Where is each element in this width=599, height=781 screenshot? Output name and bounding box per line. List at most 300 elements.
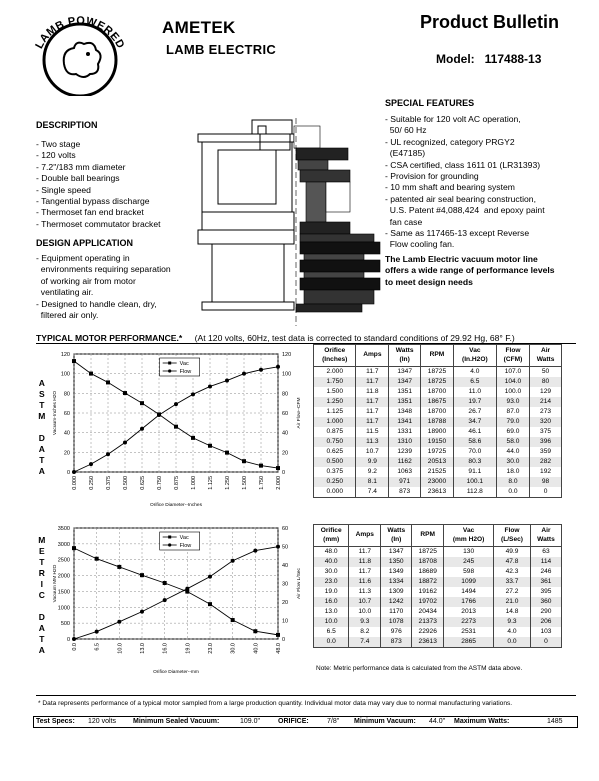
table-cell: 1099 xyxy=(444,577,494,587)
column-header-line: (mm H2O) xyxy=(452,535,485,543)
table-cell: 1.125 xyxy=(314,407,356,417)
table-cell: 0.625 xyxy=(314,447,356,457)
metric-side-label xyxy=(36,535,48,656)
vac-point xyxy=(89,372,93,376)
side-letter: A xyxy=(38,444,46,454)
feature-item: - 10 mm shaft and bearing system xyxy=(385,182,515,193)
tagline-line: offers a wide range of performance levels xyxy=(385,265,555,276)
y2-tick-label: 60 xyxy=(282,526,289,532)
x-tick-label: 13.0 xyxy=(140,643,146,654)
table-cell: 11.7 xyxy=(356,367,389,378)
table-cell: 18.0 xyxy=(496,467,529,477)
table-cell: 4.0 xyxy=(453,367,496,378)
flow-point xyxy=(276,545,280,549)
table-cell: 1242 xyxy=(381,597,412,607)
performance-heading: TYPICAL MOTOR PERFORMANCE.* xyxy=(36,333,183,343)
flow-point xyxy=(89,462,93,466)
astm-side-label xyxy=(36,378,48,477)
table-cell: 69.0 xyxy=(496,427,529,437)
legend-vac-label: Vac xyxy=(179,535,189,541)
feature-item: - CSA certified, class 1611 01 (LR31393) xyxy=(385,159,541,170)
table-cell: 0.0 xyxy=(494,637,531,648)
table-cell: 1.000 xyxy=(314,417,356,427)
flow-point xyxy=(191,392,195,396)
column-header-line: (In) xyxy=(399,355,410,363)
table-cell: 11.7 xyxy=(356,417,389,427)
application-item: - Equipment operating in xyxy=(36,253,130,263)
column-header-line: (CFM) xyxy=(503,355,523,363)
y2-tick-label: 80 xyxy=(282,391,289,398)
table-cell: 19.0 xyxy=(314,587,349,597)
y-axis-label: Vacuum-Inches H2O xyxy=(53,390,58,436)
table-cell: 87.0 xyxy=(496,407,529,417)
table-cell: 6.5 xyxy=(314,627,349,637)
table-cell: 30.0 xyxy=(314,567,349,577)
table-cell: 1334 xyxy=(381,577,412,587)
column-header xyxy=(314,345,356,367)
x-tick-label: 40.0 xyxy=(253,643,260,654)
metric-performance-chart xyxy=(48,520,306,675)
table-cell: 1766 xyxy=(444,597,494,607)
table-cell: 1341 xyxy=(389,417,421,427)
y2-tick-label: 10 xyxy=(282,618,289,625)
column-header-line: (L/Sec) xyxy=(501,535,523,543)
y2-tick-label: 20 xyxy=(282,600,289,606)
table-row xyxy=(314,397,562,407)
metric-data-table xyxy=(313,524,562,648)
table-cell: 11.7 xyxy=(356,377,389,387)
table-cell: 130 xyxy=(444,547,494,558)
description-item: - Two stage xyxy=(36,139,81,149)
flow-point xyxy=(123,441,127,445)
vac-point xyxy=(106,380,110,384)
table-cell: 80.3 xyxy=(453,457,496,467)
table-cell: 34.7 xyxy=(453,417,496,427)
table-cell: 9.9 xyxy=(356,457,389,467)
table-cell: 58.0 xyxy=(496,437,529,447)
table-cell: 18675 xyxy=(421,397,454,407)
side-letter: T xyxy=(39,634,45,644)
side-letter: C xyxy=(38,590,46,600)
x-tick-label: 1.500 xyxy=(242,476,248,490)
x-tick-label: 1.125 xyxy=(208,476,214,490)
model-label: Model: xyxy=(436,52,475,66)
legend-flow-label: Flow xyxy=(179,369,192,375)
special-features-heading: SPECIAL FEATURES xyxy=(385,98,475,108)
table-cell: 11.3 xyxy=(356,437,389,447)
table-cell: 375 xyxy=(530,427,562,437)
table-cell: 79.0 xyxy=(496,417,529,427)
table-cell: 273 xyxy=(530,407,562,417)
y2-tick-label: 50 xyxy=(282,544,289,551)
table-cell: 19702 xyxy=(412,597,444,607)
tagline xyxy=(385,254,555,288)
table-cell: 18788 xyxy=(421,417,454,427)
table-cell: 107.0 xyxy=(496,367,529,378)
flow-point xyxy=(117,620,121,624)
table-cell: 49.9 xyxy=(494,547,531,558)
vac-point xyxy=(259,464,263,468)
table-cell: 18708 xyxy=(412,557,444,567)
performance-header xyxy=(36,333,576,343)
table-cell: 1351 xyxy=(389,397,421,407)
table-cell: 21.0 xyxy=(494,597,531,607)
table-cell: 11.3 xyxy=(349,587,381,597)
table-cell: 1.250 xyxy=(314,397,356,407)
table-cell: 1350 xyxy=(381,557,412,567)
y-tick-label: 1500 xyxy=(57,589,70,596)
table-cell: 1170 xyxy=(381,607,412,617)
table-cell: 63 xyxy=(530,547,561,558)
table-row xyxy=(314,627,562,637)
table-cell: 23000 xyxy=(421,477,454,487)
table-row xyxy=(314,567,562,577)
model-number: 117488-13 xyxy=(484,52,542,66)
table-cell: 47.8 xyxy=(494,557,531,567)
table-cell: 1347 xyxy=(389,367,421,378)
test-specs-bar xyxy=(33,716,578,728)
table-row xyxy=(314,587,562,597)
y-tick-label: 0 xyxy=(66,470,70,476)
table-cell: 8.1 xyxy=(356,477,389,487)
column-header xyxy=(494,525,531,547)
brand-name: AMETEK xyxy=(162,18,236,37)
table-cell: 20513 xyxy=(421,457,454,467)
table-cell: 48.0 xyxy=(314,547,349,558)
table-cell: 0.750 xyxy=(314,437,356,447)
seal-text: LAMB POWERED xyxy=(33,14,127,51)
table-cell: 11.8 xyxy=(356,387,389,397)
performance-conditions: (At 120 volts, 60Hz, test data is corrected to standard conditions of 29.92 Hg, 68° F.) xyxy=(194,333,515,343)
max-watts-value: 1485 xyxy=(547,718,563,725)
side-letter: M xyxy=(38,535,46,545)
vac-point xyxy=(276,466,280,470)
side-letter: S xyxy=(39,389,45,399)
column-header xyxy=(381,525,412,547)
x-tick-label: 6.5 xyxy=(94,643,101,651)
side-letter: M xyxy=(38,411,46,421)
application-item: ventilating air. xyxy=(36,287,94,298)
table-row xyxy=(314,467,562,477)
column-header xyxy=(453,345,496,367)
min-vacuum-value: 44.0" xyxy=(429,718,446,725)
table-cell: 1.500 xyxy=(314,387,356,397)
side-letter: A xyxy=(38,645,46,655)
table-cell: 361 xyxy=(530,577,561,587)
side-letter xyxy=(36,601,48,612)
table-cell: 11.5 xyxy=(356,427,389,437)
table-cell: 8.0 xyxy=(496,477,529,487)
table-cell: 282 xyxy=(530,457,562,467)
orifice-label: ORIFICE: xyxy=(278,718,309,725)
table-cell: 1162 xyxy=(389,457,421,467)
table-cell: 7.4 xyxy=(349,637,381,648)
motor-cross-section-drawing xyxy=(196,118,386,328)
application-item: filtered air only. xyxy=(36,310,99,321)
feature-item: 50/ 60 Hz xyxy=(385,125,427,136)
table-cell: 11.7 xyxy=(349,547,381,558)
feature-item: - Suitable for 120 volt AC operation, xyxy=(385,114,521,124)
table-cell: 98 xyxy=(530,477,562,487)
table-cell: 359 xyxy=(530,447,562,457)
table-cell: 112.8 xyxy=(453,487,496,498)
y-tick-label: 1000 xyxy=(57,605,70,612)
table-cell: 290 xyxy=(530,607,561,617)
column-header xyxy=(314,525,349,547)
table-row xyxy=(314,447,562,457)
table-cell: 18700 xyxy=(421,387,454,397)
description-item: - Single speed xyxy=(36,184,91,195)
table-row xyxy=(314,377,562,387)
footnote-rule xyxy=(36,695,576,696)
tagline-line: The Lamb Electric vacuum motor line xyxy=(385,254,538,264)
table-cell: 7.4 xyxy=(356,487,389,498)
table-row xyxy=(314,487,562,498)
table-cell: 873 xyxy=(389,487,421,498)
column-header-line: Amps xyxy=(355,531,374,539)
vac-point xyxy=(276,633,280,637)
table-cell: 2.000 xyxy=(314,367,356,378)
vac-point xyxy=(163,581,167,585)
table-cell: 18900 xyxy=(421,427,454,437)
column-header-line: Orifice xyxy=(320,527,342,534)
flow-point xyxy=(208,575,212,579)
table-row xyxy=(314,457,562,467)
vac-point xyxy=(140,573,144,577)
table-cell: 11.7 xyxy=(356,407,389,417)
table-cell: 18700 xyxy=(421,407,454,417)
y2-tick-label: 40 xyxy=(282,430,289,437)
column-header xyxy=(349,525,381,547)
flow-point xyxy=(72,470,76,474)
feature-item: (E47185) xyxy=(385,148,426,159)
table-cell: 11.0 xyxy=(453,387,496,397)
table-cell: 46.1 xyxy=(453,427,496,437)
column-header-line: (In.H2O) xyxy=(462,355,488,363)
lamb-powered-seal-logo xyxy=(24,4,136,96)
table-cell: 1347 xyxy=(389,377,421,387)
table-cell: 18872 xyxy=(412,577,444,587)
table-cell: 976 xyxy=(381,627,412,637)
table-cell: 11.7 xyxy=(356,397,389,407)
table-row xyxy=(314,477,562,487)
table-cell: 1310 xyxy=(389,437,421,447)
description-item: - 120 volts xyxy=(36,150,76,161)
table-cell: 80 xyxy=(530,377,562,387)
feature-item: U.S. Patent #4,088,424 and epoxy paint xyxy=(385,205,545,216)
side-letter: T xyxy=(39,455,45,465)
table-cell: 91.1 xyxy=(453,467,496,477)
x-tick-label: 30.0 xyxy=(230,643,237,654)
table-cell: 100.0 xyxy=(496,387,529,397)
side-letter: A xyxy=(38,378,46,388)
table-cell: 14.8 xyxy=(494,607,531,617)
table-cell: 246 xyxy=(530,567,561,577)
vac-point xyxy=(95,557,99,561)
side-letter: R xyxy=(38,568,46,578)
table-cell: 16.0 xyxy=(314,597,349,607)
y-tick-label: 2500 xyxy=(57,557,70,564)
column-header xyxy=(389,345,421,367)
table-cell: 1348 xyxy=(389,407,421,417)
table-cell: 0 xyxy=(530,637,561,648)
legend-vac-marker xyxy=(168,362,171,365)
column-header-line: Amps xyxy=(363,351,382,359)
description-item: - Thermoset fan end bracket xyxy=(36,207,144,218)
table-cell: 0.250 xyxy=(314,477,356,487)
table-cell: 206 xyxy=(530,617,561,627)
table-cell: 2531 xyxy=(444,627,494,637)
y2-tick-label: 20 xyxy=(282,450,289,457)
table-cell: 18725 xyxy=(412,547,444,558)
table-cell: 1331 xyxy=(389,427,421,437)
x-tick-label: 19.0 xyxy=(185,643,192,654)
table-cell: 4.0 xyxy=(494,627,531,637)
special-features-list xyxy=(385,114,545,251)
table-row xyxy=(314,617,562,627)
y2-tick-label: 0 xyxy=(282,470,286,476)
table-cell: 18725 xyxy=(421,377,454,387)
column-header-line: Watts xyxy=(387,527,406,534)
min-sealed-vacuum-value: 109.0" xyxy=(240,718,261,725)
table-cell: 1347 xyxy=(381,547,412,558)
column-header-line: Vac xyxy=(462,527,475,534)
table-cell: 9.3 xyxy=(349,617,381,627)
description-item: - Thermoset commutator bracket xyxy=(36,218,161,229)
y-tick-label: 0 xyxy=(66,637,70,643)
x-tick-label: 0.000 xyxy=(72,476,78,490)
flow-point xyxy=(276,365,280,369)
max-watts-label: Maximum Watts: xyxy=(454,718,510,725)
table-cell: 44.0 xyxy=(496,447,529,457)
table-cell: 100.1 xyxy=(453,477,496,487)
table-cell: 129 xyxy=(530,387,562,397)
table-cell: 1309 xyxy=(381,587,412,597)
y2-tick-label: 100 xyxy=(282,371,292,378)
side-letter: A xyxy=(38,623,46,633)
table-cell: 33.7 xyxy=(494,577,531,587)
side-letter: D xyxy=(38,612,46,622)
vac-point xyxy=(140,401,144,405)
column-header xyxy=(530,345,562,367)
test-specs-volts: 120 volts xyxy=(88,718,117,725)
design-application-list xyxy=(36,253,171,321)
vac-point xyxy=(174,425,178,429)
table-cell: 103 xyxy=(530,627,561,637)
y-tick-label: 60 xyxy=(63,411,70,417)
y2-axis-label: Air Flow L/Sec xyxy=(297,568,302,599)
y2-tick-label: 40 xyxy=(282,563,289,569)
legend-flow-marker xyxy=(168,543,171,546)
min-vacuum-label: Minimum Vacuum: xyxy=(354,718,416,725)
table-row xyxy=(314,577,562,587)
y-tick-label: 120 xyxy=(60,352,70,358)
flow-point xyxy=(106,452,110,456)
vac-point xyxy=(208,602,212,606)
y-tick-label: 3500 xyxy=(57,526,70,532)
model-row xyxy=(436,52,551,66)
table-cell: 396 xyxy=(530,437,562,447)
table-cell: 21525 xyxy=(421,467,454,477)
application-item: environments requiring separation xyxy=(36,264,171,275)
table-cell: 18725 xyxy=(421,367,454,378)
x-tick-label: 0.0 xyxy=(72,643,78,651)
test-specs-label: Test Specs: xyxy=(36,718,75,725)
table-cell: 1078 xyxy=(381,617,412,627)
side-letter xyxy=(36,422,48,433)
table-cell: 13.0 xyxy=(314,607,349,617)
y-tick-label: 80 xyxy=(63,391,70,398)
table-cell: 23.0 xyxy=(314,577,349,587)
flow-point xyxy=(242,372,246,376)
y2-tick-label: 30 xyxy=(282,581,289,588)
y-tick-label: 20 xyxy=(63,450,70,457)
min-sealed-vacuum-label: Minimum Sealed Vacuum: xyxy=(133,718,220,725)
table-cell: 1349 xyxy=(381,567,412,577)
vac-point xyxy=(231,618,235,622)
division-name: LAMB ELECTRIC xyxy=(166,42,277,57)
table-cell: 10.0 xyxy=(314,617,349,627)
vac-point xyxy=(72,359,76,363)
column-header-line: Watts xyxy=(536,355,555,363)
table-cell: 93.0 xyxy=(496,397,529,407)
y-tick-label: 2000 xyxy=(57,573,70,580)
flow-point xyxy=(231,559,235,563)
x-tick-label: 0.875 xyxy=(174,476,180,490)
flow-point xyxy=(208,384,212,388)
x-tick-label: 10.0 xyxy=(117,643,124,654)
flow-point xyxy=(174,402,178,406)
vac-point xyxy=(117,565,121,569)
table-cell: 58.6 xyxy=(453,437,496,447)
table-cell: 2865 xyxy=(444,637,494,648)
y-tick-label: 100 xyxy=(60,371,70,378)
y2-tick-label: 120 xyxy=(282,352,292,358)
table-cell: 0.500 xyxy=(314,457,356,467)
table-cell: 245 xyxy=(444,557,494,567)
flow-point xyxy=(157,413,161,417)
x-tick-label: 2.000 xyxy=(276,476,282,490)
table-row xyxy=(314,547,562,558)
metric-note: Note: Metric performance data is calculated from the ASTM data above. xyxy=(316,665,523,672)
column-header-line: Watts xyxy=(395,347,414,354)
table-cell: 598 xyxy=(444,567,494,577)
table-cell: 40.0 xyxy=(314,557,349,567)
table-cell: 9.3 xyxy=(494,617,531,627)
feature-item: Flow cooling fan. xyxy=(385,239,455,250)
column-header xyxy=(530,525,561,547)
description-list xyxy=(36,139,161,230)
table-cell: 2013 xyxy=(444,607,494,617)
flow-point xyxy=(163,598,167,602)
side-letter: I xyxy=(40,579,44,589)
vac-point xyxy=(225,451,229,455)
table-row xyxy=(314,367,562,378)
table-cell: 0.000 xyxy=(314,487,356,498)
column-header-line: Air xyxy=(541,527,551,534)
column-header-line: Flow xyxy=(504,527,520,534)
table-cell: 10.7 xyxy=(349,597,381,607)
table-row xyxy=(314,557,562,567)
column-header xyxy=(356,345,389,367)
flow-point xyxy=(140,427,144,431)
x-tick-label: 1.000 xyxy=(191,476,197,490)
column-header-line: Air xyxy=(540,347,551,354)
table-row xyxy=(314,597,562,607)
x-tick-label: 0.500 xyxy=(123,476,129,490)
column-header-line: RPM xyxy=(429,351,445,359)
table-row xyxy=(314,637,562,648)
